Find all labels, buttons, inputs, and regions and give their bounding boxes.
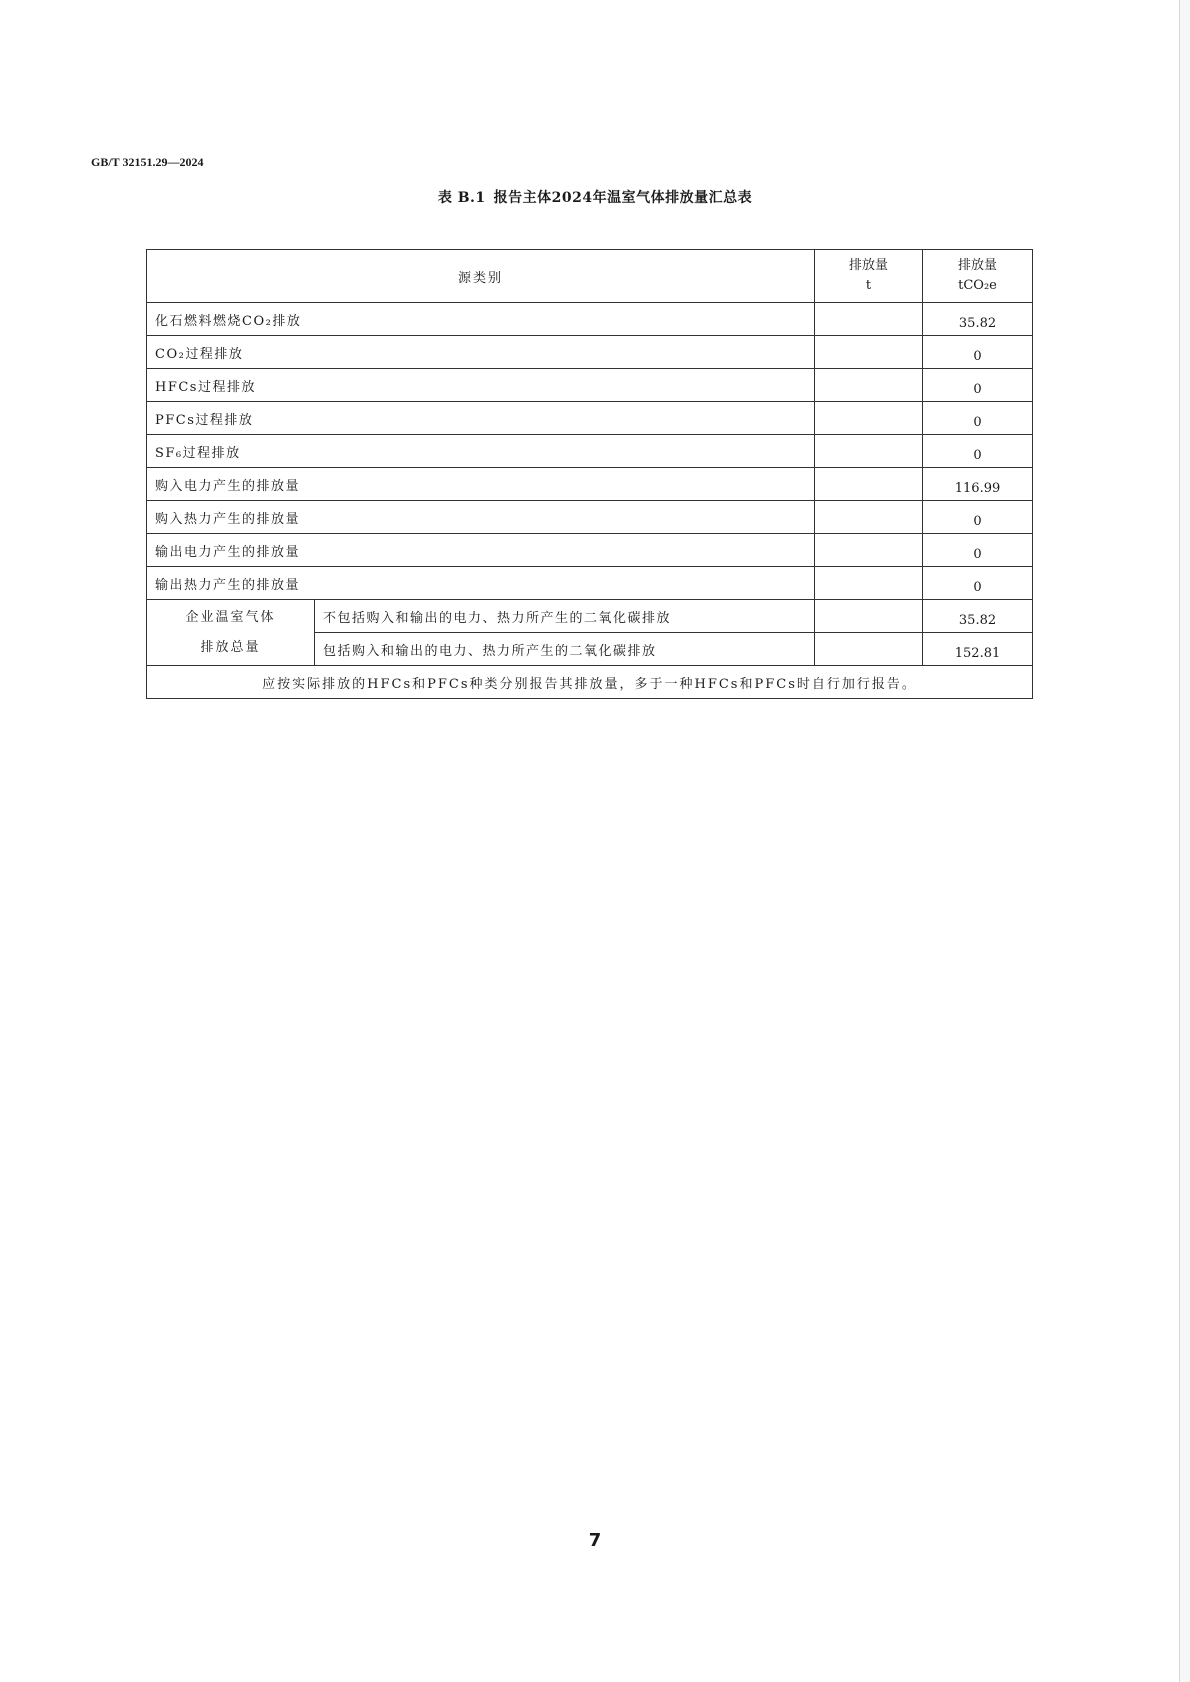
table-row <box>147 336 1033 369</box>
emission-t-header <box>815 250 923 303</box>
row-label: 输出电力产生的排放量 <box>147 534 815 567</box>
emission-co2e-header-label: 排放量 <box>958 258 998 273</box>
table-header-row <box>147 250 1033 303</box>
table-number: 表 B.1 <box>437 190 486 206</box>
table-title <box>0 187 1190 207</box>
row-value-t <box>815 369 923 402</box>
row-label: 化石燃料燃烧CO₂排放 <box>147 303 815 336</box>
row-label: SF₆过程排放 <box>147 435 815 468</box>
emission-summary-table <box>146 249 1033 699</box>
table-row <box>147 435 1033 468</box>
total-value-co2e: 152.81 <box>923 633 1033 666</box>
row-value-t <box>815 303 923 336</box>
total-sub-label: 不包括购入和输出的电力、热力所产生的二氧化碳排放 <box>315 600 815 633</box>
table-row <box>147 501 1033 534</box>
total-label-line1: 企业温室气体 <box>185 609 276 625</box>
row-value-t <box>815 501 923 534</box>
row-value-co2e: 35.82 <box>923 303 1033 336</box>
note-row <box>147 666 1033 699</box>
emission-co2e-header-unit: tCO₂e <box>958 278 997 293</box>
row-value-co2e: 0 <box>923 402 1033 435</box>
row-value-co2e: 0 <box>923 336 1033 369</box>
table-row <box>147 534 1033 567</box>
row-value-co2e: 0 <box>923 501 1033 534</box>
standard-code: GB/T 32151.29—2024 <box>91 155 204 169</box>
total-value-co2e: 35.82 <box>923 600 1033 633</box>
table-note: 应按实际排放的HFCs和PFCs种类分别报告其排放量，多于一种HFCs和PFCs时自行加行报告。 <box>147 666 1033 699</box>
row-label: HFCs过程排放 <box>147 369 815 402</box>
row-value-t <box>815 567 923 600</box>
row-value-t <box>815 435 923 468</box>
row-value-co2e: 0 <box>923 567 1033 600</box>
table-row <box>147 468 1033 501</box>
row-value-co2e: 0 <box>923 534 1033 567</box>
row-label: 购入热力产生的排放量 <box>147 501 815 534</box>
table-row <box>147 567 1033 600</box>
emission-t-header-unit: t <box>865 278 872 293</box>
total-value-t <box>815 633 923 666</box>
row-label: CO₂过程排放 <box>147 336 815 369</box>
table-row <box>147 369 1033 402</box>
total-sub-label: 包括购入和输出的电力、热力所产生的二氧化碳排放 <box>315 633 815 666</box>
row-value-t <box>815 534 923 567</box>
total-emissions-label <box>147 600 315 666</box>
row-label: 输出热力产生的排放量 <box>147 567 815 600</box>
row-value-co2e: 0 <box>923 369 1033 402</box>
total-row-excluding <box>147 600 1033 633</box>
row-value-t <box>815 468 923 501</box>
row-label: 购入电力产生的排放量 <box>147 468 815 501</box>
total-label-line2: 排放总量 <box>200 639 261 655</box>
row-value-co2e: 116.99 <box>923 468 1033 501</box>
table-row <box>147 402 1033 435</box>
table-row <box>147 303 1033 336</box>
source-category-header: 源类别 <box>147 250 815 303</box>
emission-t-header-label: 排放量 <box>849 258 889 273</box>
row-value-co2e: 0 <box>923 435 1033 468</box>
page-number: 7 <box>588 1530 602 1551</box>
table-caption: 报告主体2024年温室气体排放量汇总表 <box>493 190 753 206</box>
total-value-t <box>815 600 923 633</box>
emission-co2e-header <box>923 250 1033 303</box>
row-value-t <box>815 336 923 369</box>
row-value-t <box>815 402 923 435</box>
page-edge <box>1179 0 1190 1682</box>
row-label: PFCs过程排放 <box>147 402 815 435</box>
